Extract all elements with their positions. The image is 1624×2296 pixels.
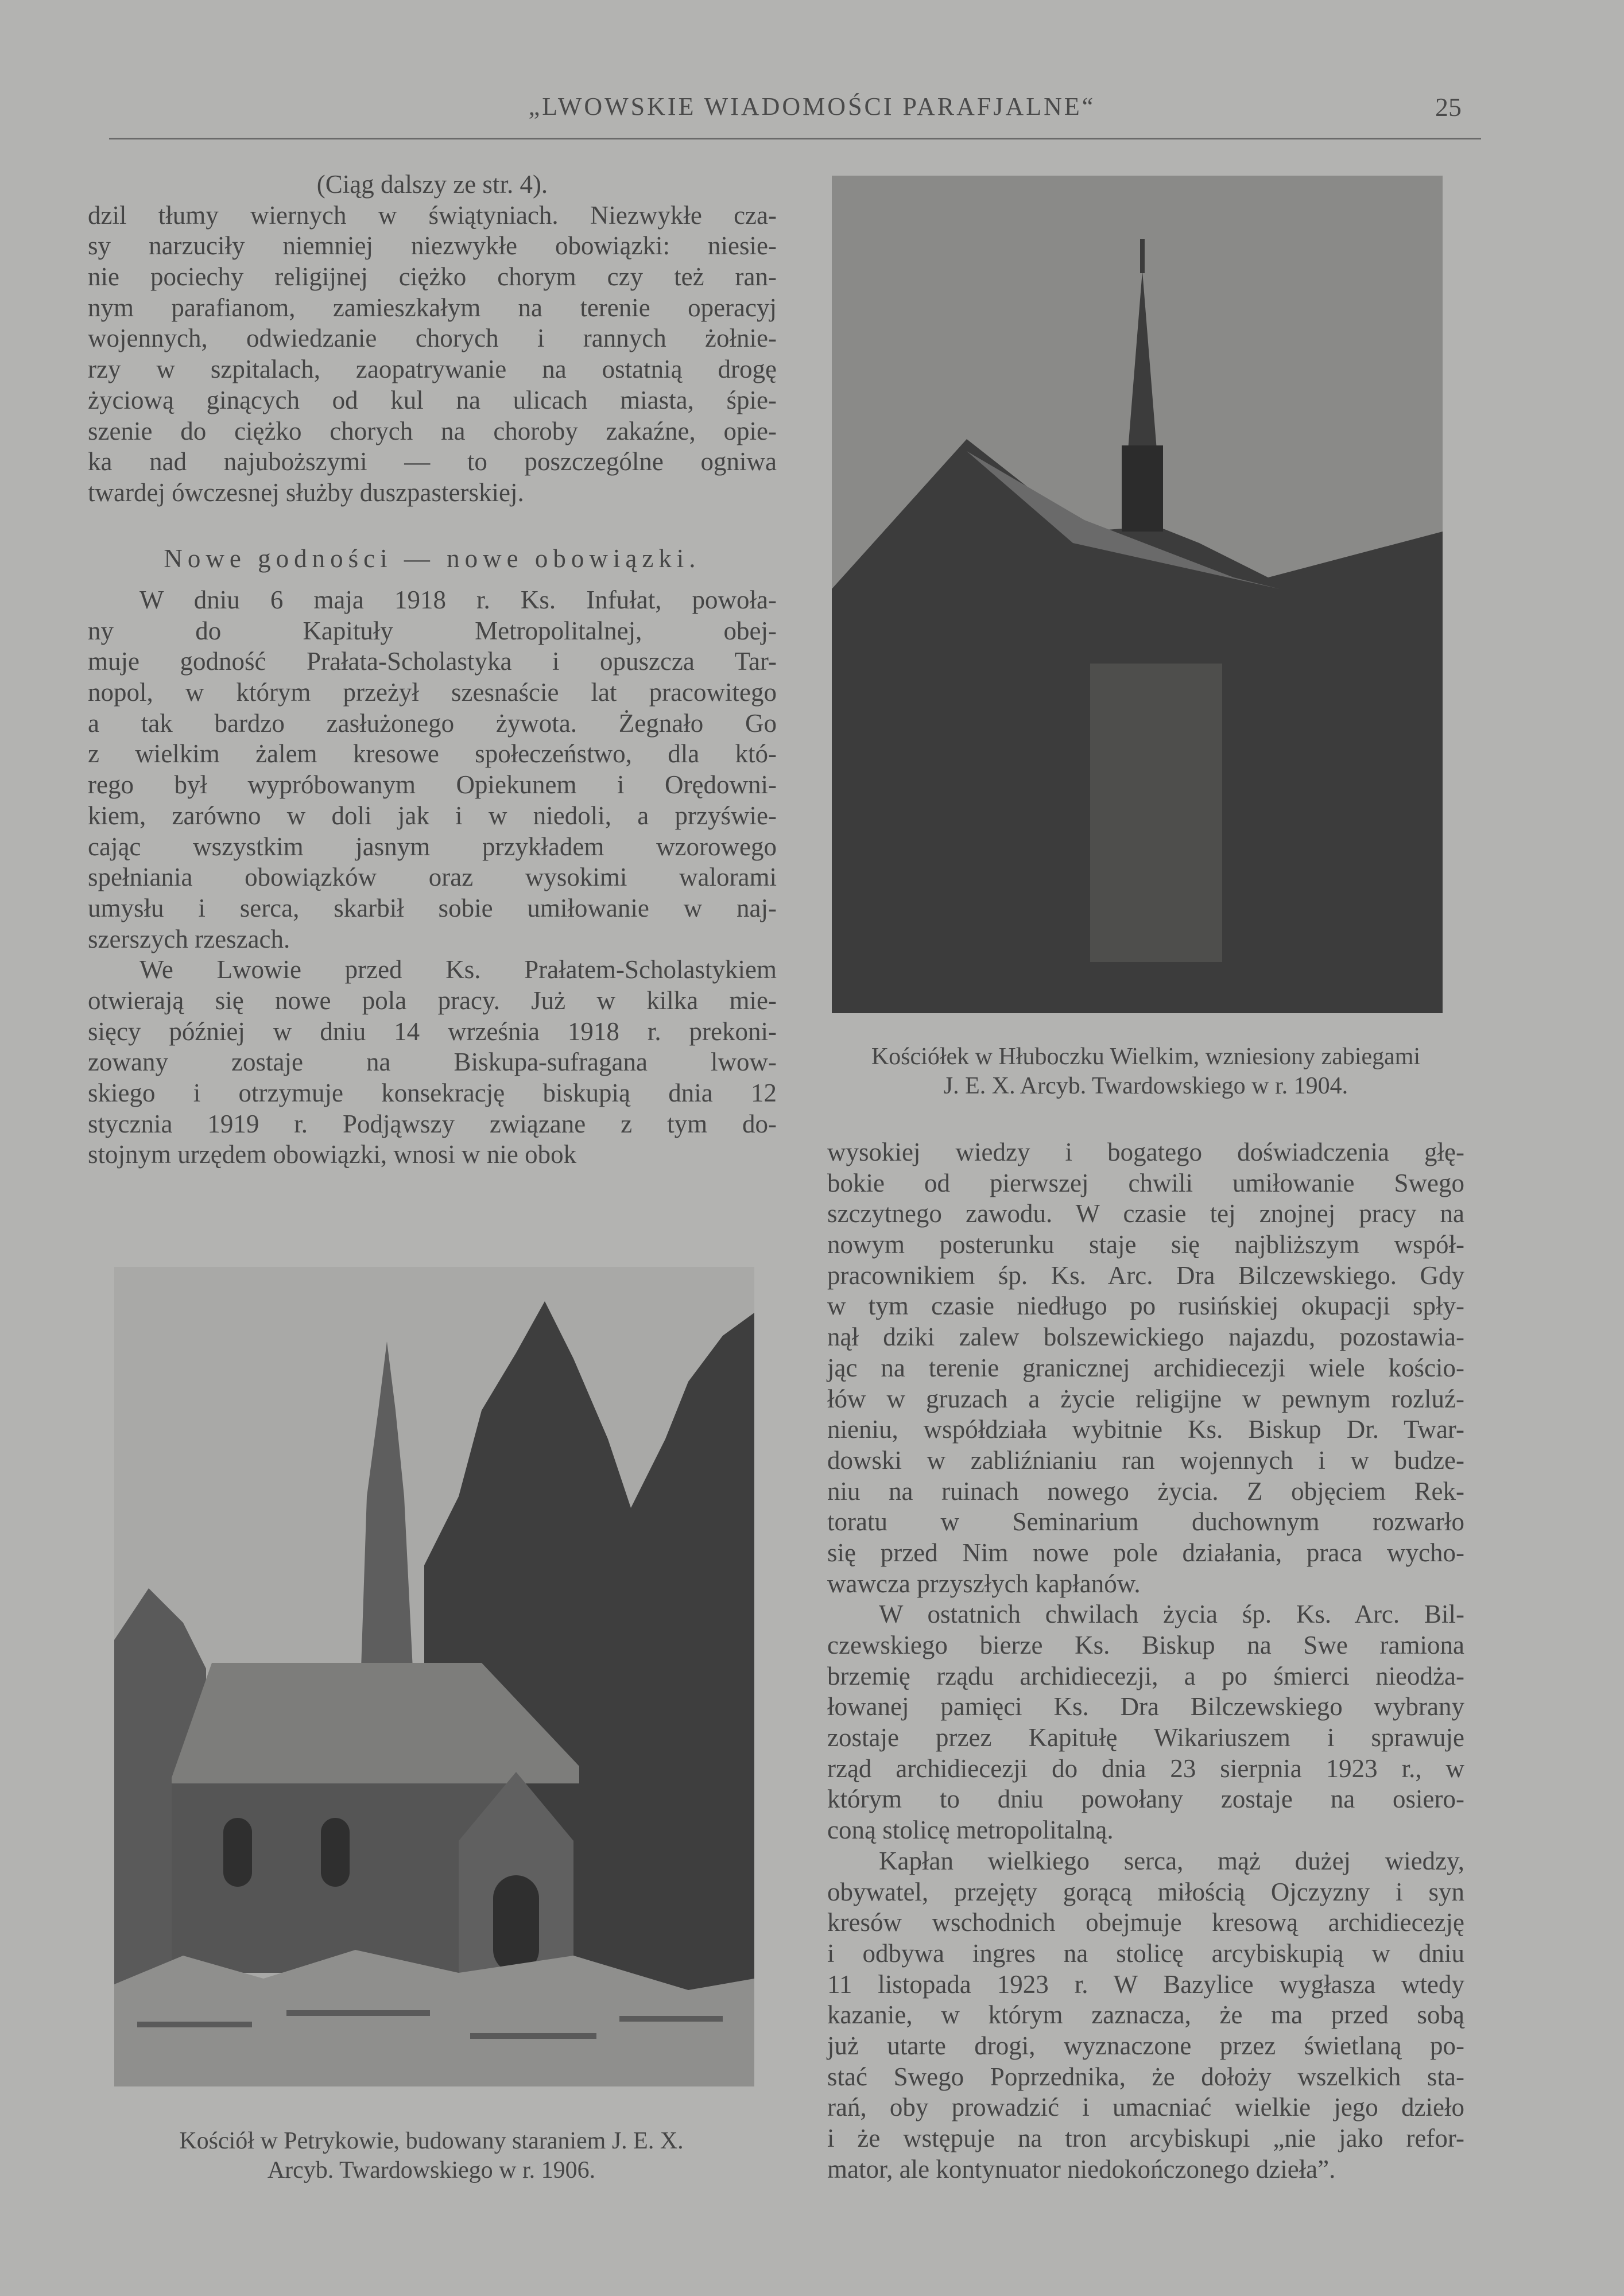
text-line: Kapłan wielkiego serca, mąż dużej wiedzy, <box>879 1846 1464 1875</box>
paragraph <box>827 1599 1464 1845</box>
text-line: W dniu 6 maja 1918 r. Ks. Infułat, powoła- <box>139 585 777 614</box>
text-line: kiem, zarówno w doli jak i w niedoli, a przyświe- <box>88 801 777 830</box>
article-text <box>88 200 777 509</box>
text-line: skiego i otrzymuje konsekrację biskupią dnia 12 <box>88 1079 777 1107</box>
photo-church-petrykow <box>114 1267 754 2086</box>
text-line: życiową ginących od kul na ulicach miasta, śpie- <box>88 385 777 414</box>
text-line: zowany zostaje na Biskupa-sufragana lwow- <box>88 1048 777 1077</box>
left-column-section-1 <box>88 169 777 509</box>
article-text <box>827 1137 1464 2184</box>
text-line: sięcy później w dniu 14 września 1918 r. prekoni- <box>88 1017 777 1046</box>
right-photo-caption <box>827 1042 1464 1101</box>
text-line: spełniania obowiązków oraz wysokimi walorami <box>88 863 777 892</box>
running-header-title: „LWOWSKIE WIADOMOŚCI PARAFJALNE“ <box>528 92 1096 121</box>
text-line: ka nad najuboższymi — to poszczególne ogniwa <box>88 447 777 476</box>
left-photo-caption <box>91 2127 772 2185</box>
photo-window <box>223 1818 252 1887</box>
text-line: nie pociechy religijnej ciężko chorym czy też ran- <box>88 262 777 292</box>
text-line: muje godność Prałata-Scholastyka i opuszcza Tar- <box>88 647 777 676</box>
text-line: stycznia 1919 r. Podjąwszy związane z tym do- <box>88 1109 777 1138</box>
page-number: 25 <box>1435 92 1462 122</box>
text-line: w tym czasie niedługo po rusińskiej okupacji spły- <box>827 1292 1464 1321</box>
text-line: rego był wypróbowanym Opiekunem i Orędowni- <box>88 770 777 800</box>
text-line: szerszych rzeszach. <box>88 924 290 953</box>
text-line: stojnym urzędem obowiązki, wnosi w nie obok <box>88 1140 577 1169</box>
text-line: otwierają się nowe pola pracy. Już w kilka mie- <box>88 986 777 1015</box>
text-line: ny do Kapituły Metropolitalnej, obej- <box>88 616 777 645</box>
text-line: brzemię rządu archidiecezji, a po śmierci nieodża- <box>827 1661 1464 1690</box>
text-line: cając wszystkim jasnym przykładem wzorowego <box>88 832 777 861</box>
text-line: rań, oby prowadzić i umacniać wielkie jego dzieło <box>827 2093 1464 2122</box>
photo-wall-patch <box>1090 664 1222 962</box>
text-line: czewskiego bierze Ks. Biskup na Swe ramiona <box>827 1631 1464 1659</box>
text-line: kazanie, w którym zaznacza, że ma przed sobą <box>827 2000 1464 2030</box>
right-column-text <box>827 1137 1464 2184</box>
text-line: wojennych, odwiedzanie chorych i rannych żołnie- <box>88 324 777 353</box>
section-heading: Nowe godności — nowe obowiązki. <box>164 544 701 573</box>
text-line: stać Swego Poprzednika, że dołoży wszelkich sta- <box>827 2062 1464 2091</box>
text-line: dzil tłumy wiernych w świątyniach. Niezwykłe cza- <box>88 200 777 230</box>
text-line: łowanej pamięci Ks. Dra Bilczewskiego wybrany <box>827 1692 1464 1721</box>
text-line: kresów wschodnich obejmuje kresową archidiecezję <box>827 1908 1464 1937</box>
caption-line: Kościół w Petrykowie, budowany staraniem J. E. X. <box>179 2128 684 2154</box>
photo-belfry <box>1122 445 1163 532</box>
caption-line: Arcyb. Twardowskiego w r. 1906. <box>267 2157 596 2183</box>
text-line: sy narzuciły niemniej niezwykłe obowiązki: niesie- <box>88 231 777 261</box>
text-line: i odbywa ingres na stolicę arcybiskupią w dniu <box>827 1938 1464 1968</box>
text-line: szczytnego zawodu. W czasie tej znojnej pracy na <box>827 1199 1464 1228</box>
photo-window <box>321 1818 350 1887</box>
text-line: W ostatnich chwilach życia śp. Ks. Arc. Bil- <box>879 1600 1464 1629</box>
text-line: zostaje przez Kapitułę Wikariuszem i sprawuje <box>827 1723 1464 1752</box>
text-line: coną stolicę metropolitalną. <box>827 1816 1114 1845</box>
text-line: 11 listopada 1923 r. W Bazylice wygłasza wtedy <box>827 1969 1464 1999</box>
text-line: nowym posterunku staje się najbliższym współ- <box>827 1230 1464 1259</box>
text-line: wawcza przyszłych kapłanów. <box>827 1569 1141 1598</box>
text-line: toratu w Seminarium duchownym rozwarło <box>827 1507 1464 1537</box>
text-line: i że wstępuje na tron arcybiskupi „nie jako refor- <box>827 2124 1464 2152</box>
continuation-note: (Ciąg dalszy ze str. 4). <box>316 170 548 199</box>
text-line: umysłu i serca, skarbił sobie umiłowanie w naj- <box>88 893 777 922</box>
text-line: się przed Nim nowe pole działania, praca wycho- <box>827 1538 1464 1567</box>
text-line: nął dziki zalew bolszewickiego najazdu, pozostawia- <box>827 1322 1464 1352</box>
photo-door <box>493 1875 539 1973</box>
article-text <box>88 585 777 1170</box>
caption-line: Kościółek w Hłuboczku Wielkim, wzniesiony zabiegami <box>871 1044 1421 1070</box>
text-line: już utarte drogi, wyznaczone przez świetlaną po- <box>827 2031 1464 2060</box>
text-line: We Lwowie przed Ks. Prałatem-Scholastykiem <box>139 955 777 984</box>
text-line: pracownikiem śp. Ks. Arc. Dra Bilczewskiego. Gdy <box>827 1261 1464 1290</box>
caption-line: J. E. X. Arcyb. Twardowskiego w r. 1904. <box>943 1073 1348 1099</box>
text-line: nieniu, współdziała wybitnie Ks. Biskup Dr. Twar- <box>827 1415 1464 1444</box>
paragraph <box>88 955 777 1170</box>
text-line: którym to dniu powołany zostaje na osiero- <box>827 1785 1464 1814</box>
text-line: łów w gruzach a życie religijne w pewnym rozluź- <box>827 1384 1464 1413</box>
text-line: wysokiej wiedzy i bogatego doświadczenia głę- <box>827 1138 1464 1166</box>
text-line: a tak bardzo zasłużonego żywota. Żegnało Go <box>88 708 777 738</box>
text-line: dowski w zabliźnianiu ran wojennych i w budze- <box>827 1445 1464 1475</box>
section-heading-block <box>88 544 777 575</box>
text-line: szenie do ciężko chorych na choroby zakaźne, opie- <box>88 416 777 445</box>
text-line: twardej ówczesnej służby duszpasterskiej. <box>88 478 524 507</box>
text-line: nopol, w którym przeżył szesnaście lat pracowitego <box>88 678 777 707</box>
text-line: niu na ruinach nowego życia. Z objęciem Rek- <box>827 1476 1464 1506</box>
paragraph <box>827 1845 1464 2185</box>
text-line: rzy w szpitalach, zaopatrywanie na ostatnią drogę <box>88 355 777 384</box>
text-line: bokie od pierwszej chwili umiłowanie Swego <box>827 1168 1464 1197</box>
text-line: mator, ale kontynuator niedokończonego dzieła”. <box>827 2154 1336 2183</box>
paragraph <box>88 585 777 955</box>
text-line: nym parafianom, zamieszkałym na terenie operacyj <box>88 293 777 322</box>
paragraph <box>827 1137 1464 1599</box>
header-divider <box>109 138 1481 139</box>
paragraph <box>88 200 777 509</box>
text-line: z wielkim żalem kresowe społeczeństwo, dla któ- <box>88 739 777 769</box>
left-column-section-2 <box>88 585 777 1170</box>
text-line: obywatel, przejęty gorącą miłością Ojczyzny i syn <box>827 1877 1464 1906</box>
text-line: jąc na terenie granicznej archidiecezji wiele kościo- <box>827 1353 1464 1382</box>
text-line: rząd archidiecezji do dnia 23 sierpnia 1923 r., w <box>827 1754 1464 1783</box>
photo-church-hluboczek <box>832 176 1443 1013</box>
